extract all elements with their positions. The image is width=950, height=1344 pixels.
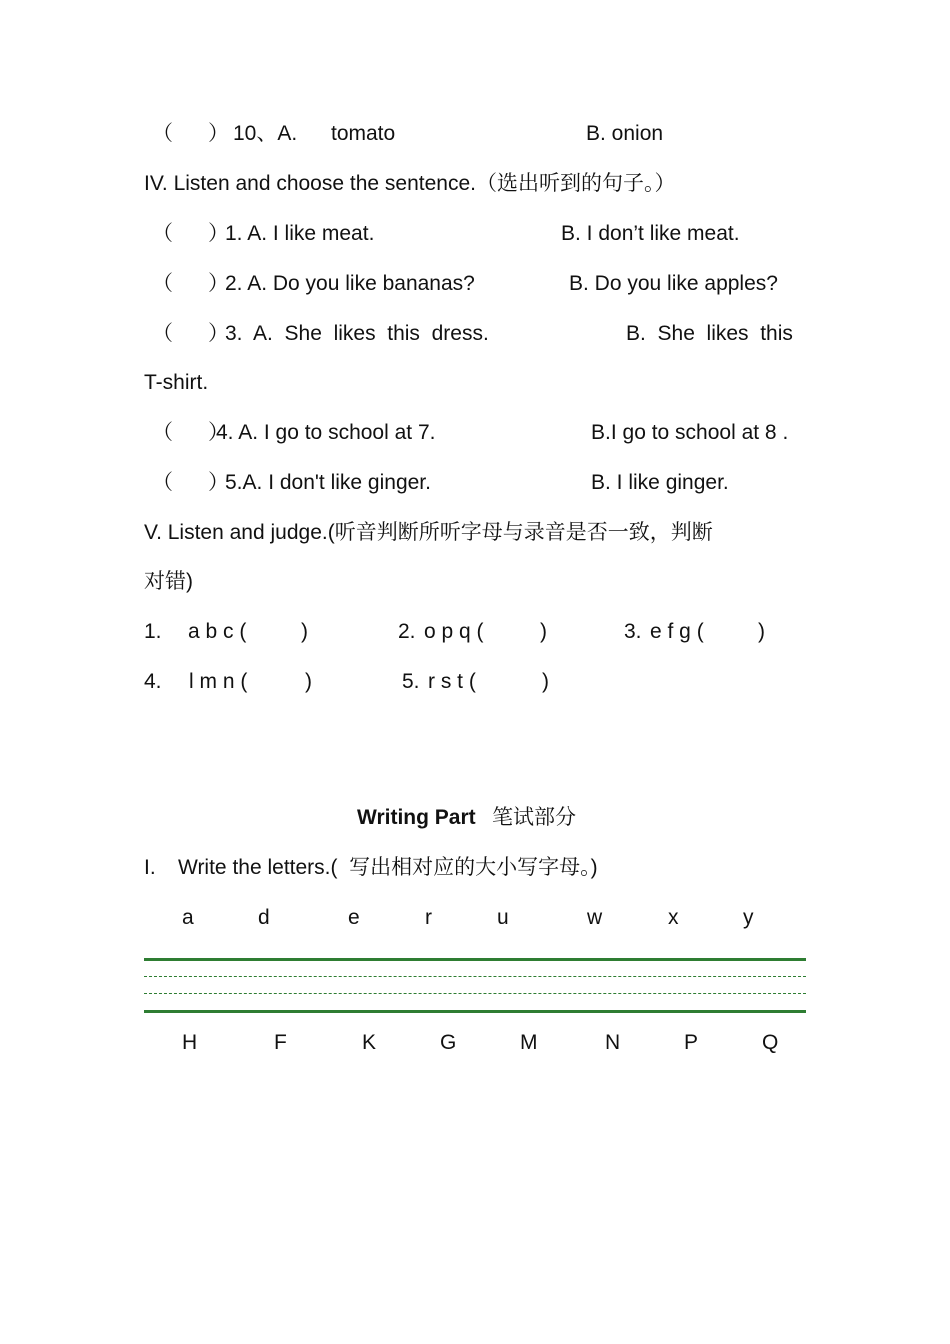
uppercase-letter: F bbox=[274, 1031, 287, 1054]
iv-3-option-b-continued: T-shirt. bbox=[144, 371, 209, 394]
v-2-number: 2. bbox=[398, 620, 416, 643]
iv-1-option-b: B. I don’t like meat. bbox=[561, 222, 740, 245]
v-5-letters: r s t ( bbox=[428, 670, 476, 693]
q10-option-a: tomato bbox=[331, 122, 396, 145]
v-3-number: 3. bbox=[624, 620, 642, 643]
writing-line-upper-dashed bbox=[144, 976, 806, 977]
q10-number: 10、A. bbox=[233, 122, 298, 145]
q10-paren[interactable]: （ ） bbox=[152, 122, 230, 145]
v-1-letters: a b c ( bbox=[188, 620, 247, 643]
iv-5-paren[interactable]: （ ） bbox=[152, 471, 230, 494]
section-iv-heading: IV. Listen and choose the sentence.（选出听到的句子。） bbox=[144, 172, 676, 195]
v-2-answer-close[interactable]: ) bbox=[540, 620, 547, 643]
lowercase-letter: r bbox=[425, 906, 432, 929]
lowercase-letter: a bbox=[182, 906, 194, 929]
iv-5-option-b: B. I like ginger. bbox=[591, 471, 729, 494]
v-2-letters: o p q ( bbox=[424, 620, 484, 643]
iv-3-option-b: B. She likes this bbox=[626, 322, 793, 345]
iv-2-paren[interactable]: （ ） bbox=[152, 272, 230, 295]
iv-5-option-a: 5.A. I don't like ginger. bbox=[225, 471, 431, 494]
v-1-answer-close[interactable]: ) bbox=[301, 620, 308, 643]
writing-i-instruction: Write the letters.( 写出相对应的大小写字母。) bbox=[178, 856, 598, 879]
writing-i-number: I. bbox=[144, 856, 156, 879]
q10-option-b: B. onion bbox=[586, 122, 664, 145]
section-v-heading-continued: 对错) bbox=[144, 570, 193, 593]
iv-1-option-a: 1. A. I like meat. bbox=[225, 222, 375, 245]
uppercase-letter: Q bbox=[762, 1031, 779, 1054]
writing-line-top bbox=[144, 958, 806, 961]
iv-3-option-a: 3. A. She likes this dress. bbox=[225, 322, 489, 345]
iv-1-paren[interactable]: （ ） bbox=[152, 222, 230, 245]
v-4-number: 4. bbox=[144, 670, 162, 693]
v-1-number: 1. bbox=[144, 620, 162, 643]
lowercase-letter: y bbox=[743, 906, 754, 929]
iv-4-option-b: B.I go to school at 8 . bbox=[591, 421, 789, 444]
uppercase-letter: M bbox=[520, 1031, 538, 1054]
uppercase-letter: G bbox=[440, 1031, 457, 1054]
writing-part-title-cn: 笔试部分 bbox=[492, 806, 576, 829]
uppercase-letter: P bbox=[684, 1031, 699, 1054]
lowercase-letter: u bbox=[497, 906, 509, 929]
iv-3-paren[interactable]: （ ） bbox=[152, 322, 230, 345]
lowercase-letter: e bbox=[348, 906, 360, 929]
lowercase-letter: d bbox=[258, 906, 270, 929]
writing-part-title: Writing Part bbox=[357, 806, 476, 829]
lowercase-letter: w bbox=[587, 906, 603, 929]
iv-2-option-a: 2. A. Do you like bananas? bbox=[225, 272, 475, 295]
uppercase-letter: H bbox=[182, 1031, 198, 1054]
lowercase-letter: x bbox=[668, 906, 679, 929]
writing-line-bottom bbox=[144, 1010, 806, 1013]
v-5-answer-close[interactable]: ) bbox=[542, 670, 549, 693]
v-3-answer-close[interactable]: ) bbox=[758, 620, 765, 643]
section-v-heading: V. Listen and judge.(听音判断所听字母与录音是否一致，判断 bbox=[144, 521, 713, 544]
v-4-letters: l m n ( bbox=[189, 670, 248, 693]
v-5-number: 5. bbox=[402, 670, 420, 693]
uppercase-letter: N bbox=[605, 1031, 621, 1054]
v-4-answer-close[interactable]: ) bbox=[305, 670, 312, 693]
iv-2-option-b: B. Do you like apples? bbox=[569, 272, 778, 295]
uppercase-letter: K bbox=[362, 1031, 377, 1054]
iv-4-paren[interactable]: （ ） bbox=[152, 421, 230, 444]
v-3-letters: e f g ( bbox=[650, 620, 704, 643]
iv-4-option-a: 4. A. I go to school at 7. bbox=[216, 421, 436, 444]
writing-line-lower-dashed bbox=[144, 993, 806, 994]
